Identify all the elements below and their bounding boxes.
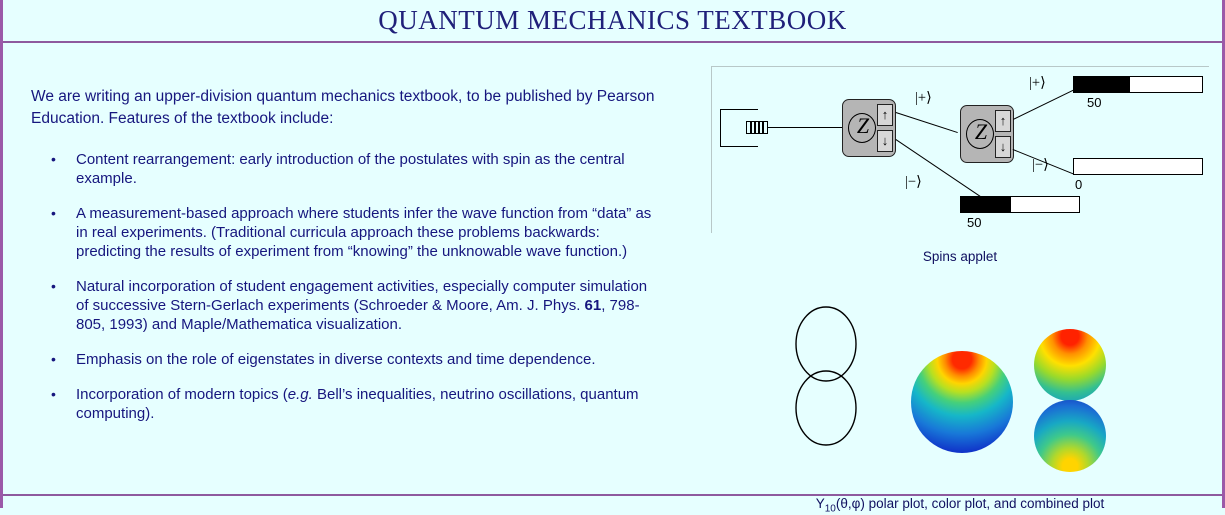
spins-applet-figure (711, 66, 1209, 233)
intro-paragraph: We are writing an upper-division quantum mechanics textbook, to be published by Pearson Education. Features of the textbook include: (31, 88, 655, 127)
list-item (31, 385, 661, 423)
list-item-text: Natural incorporation of student engagement activities, especially computer simulation of successive Stern-Gerlach experiments (Schroeder & Moore, Am. J. Phys. 61, 798-805, 1993) and Maple/Mathematica visualization. (76, 278, 648, 333)
analyzer-1 (842, 99, 896, 157)
analyzer-2-down-port: ↓ (995, 136, 1011, 158)
caption-subscript: 10 (824, 503, 836, 515)
list-item-text: Emphasis on the role of eigenstates in diverse contexts and time dependence. (76, 351, 596, 368)
bullet-marker: • (51, 278, 56, 294)
beam-line-analyzer2-up (1013, 88, 1077, 120)
slide-title-bar (3, 0, 1222, 43)
list-item-text: Incorporation of modern topics (e.g. Bell’s inequalities, neutrino oscillations, quantum computing). (76, 386, 639, 422)
combined-plot-lower-lobe (1034, 400, 1106, 472)
analyzer-2 (960, 105, 1014, 163)
spins-applet-caption: Spins applet (922, 249, 998, 264)
counter-middle (1073, 158, 1203, 175)
counter-lower-value: 50 (967, 215, 982, 230)
counter-lower-fill (961, 197, 1011, 212)
ket-minus-label-analyzer1: |−⟩ (905, 174, 922, 190)
list-item (31, 277, 661, 334)
beam-line-source-to-analyzer1 (768, 127, 842, 128)
bullet-marker: • (51, 351, 56, 367)
ket-plus-label-analyzer2: |+⟩ (1029, 75, 1046, 91)
analyzer-2-up-port: ↑ (995, 110, 1011, 132)
caption-rest: (θ,φ) polar plot, color plot, and combined plot (835, 496, 1105, 511)
list-item (31, 150, 661, 188)
analyzer-1-up-port: ↑ (877, 104, 893, 126)
combined-plot-upper-lobe (1034, 329, 1106, 401)
content-text-column (31, 86, 661, 439)
list-item-text: A measurement-based approach where students infer the wave function from “data” as in real experiments. (Traditional curricula approach these problems backwards: predicting the results of experiment from “knowing” the unknowable wave function.) (76, 205, 652, 260)
counter-lower (960, 196, 1080, 213)
polar-plot-outline (781, 306, 871, 446)
counter-top-value: 50 (1087, 95, 1102, 110)
ket-plus-label-analyzer1: |+⟩ (915, 90, 932, 106)
counter-top-fill (1074, 77, 1130, 92)
bullet-marker: • (51, 205, 56, 221)
page-title: QUANTUM MECHANICS TEXTBOOK (378, 5, 847, 35)
bullet-marker: • (51, 151, 56, 167)
list-item-text: Content rearrangement: early introduction of the postulates with spin as the central example. (76, 151, 625, 187)
bullet-marker: • (51, 386, 56, 402)
slide-bottom-rule (3, 494, 1222, 508)
analyzer-1-down-port: ↓ (877, 130, 893, 152)
beam-line-analyzer1-up (896, 112, 958, 133)
counter-top (1073, 76, 1203, 93)
features-bullet-list (31, 150, 661, 423)
list-item (31, 204, 661, 261)
ket-minus-label-analyzer2: |−⟩ (1032, 157, 1049, 173)
analyzer-1-axis-label: Z (856, 113, 870, 138)
color-plot-sphere (911, 351, 1013, 453)
analyzer-2-axis-label: Z (974, 119, 988, 144)
counter-middle-value: 0 (1075, 177, 1083, 192)
list-item (31, 350, 661, 369)
caption-symbol: Y (815, 496, 825, 511)
